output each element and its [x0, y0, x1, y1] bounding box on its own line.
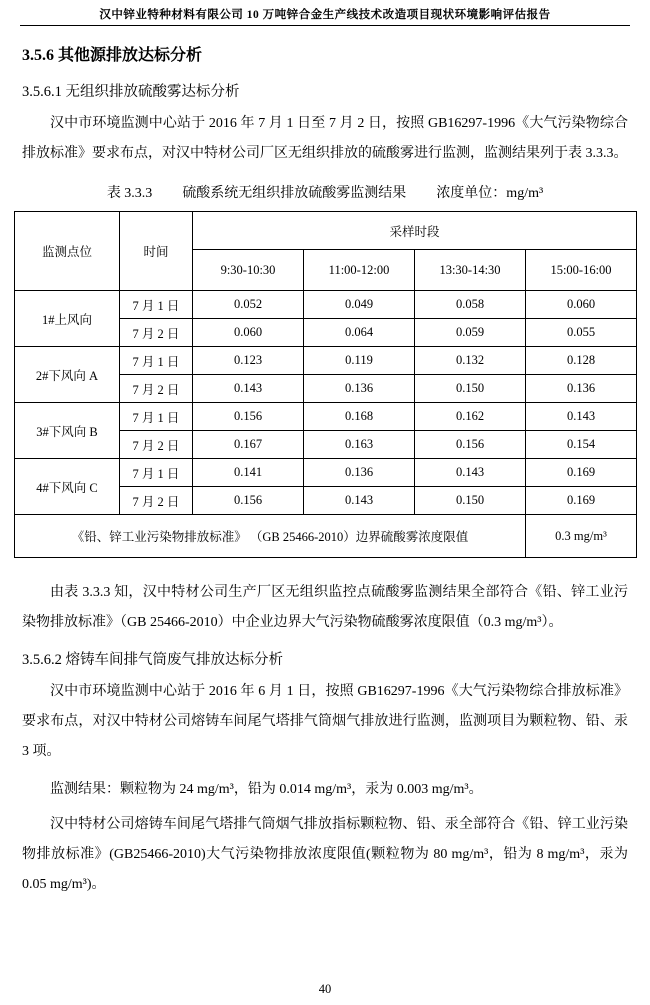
table-row: [15, 459, 637, 487]
cell-date: 7 月 2 日: [120, 319, 193, 347]
cell-value: 0.162: [415, 403, 526, 431]
subsection-heading-3-5-6-1: 3.5.6.1 无组织排放硫酸雾达标分析: [22, 84, 240, 100]
cell-value: 0.059: [415, 319, 526, 347]
cell-value: 0.156: [193, 487, 304, 515]
section-heading-3-5-6: 3.5.6 其他源排放达标分析: [22, 47, 203, 64]
paragraph-sulfuric-mist-intro: 汉中市环境监测中心站于 2016 年 7 月 1 日至 7 月 2 日，按照 GB16297-1996《大气污染物综合排放标准》要求布点，对汉中特材公司厂区无组织排放的硫酸雾进行监测，监测结果列于表 3.3.3。: [22, 116, 628, 161]
table-caption-label: 表 3.3.3: [106, 186, 153, 201]
cell-value: 0.136: [304, 375, 415, 403]
cell-value: 0.064: [304, 319, 415, 347]
cell-point: 3#下风向 B: [15, 403, 120, 459]
cell-value: 0.154: [526, 431, 637, 459]
cell-value: 0.119: [304, 347, 415, 375]
cell-value: 0.136: [304, 459, 415, 487]
cell-value: 0.060: [526, 291, 637, 319]
table-row: [15, 403, 637, 431]
paragraph-conclusion-stack: 汉中特材公司熔铸车间尾气塔排气筒烟气排放指标颗粒物、铅、汞全部符合《铅、锌工业污染物排放标准》(GB25466-2010)大气污染物排放浓度限值(颗粒物为 80 mg/m³，铅为 8 mg/m³，汞为 0.05 mg/m³)。: [22, 817, 628, 892]
header-cell-sampling-period: 采样时段: [193, 212, 637, 250]
header-cell-monitor-point: 监测点位: [15, 212, 120, 291]
header-cell-slot-2: 11:00-12:00: [304, 250, 415, 291]
table-header-row-1: [15, 212, 637, 250]
cell-value: 0.163: [304, 431, 415, 459]
running-header: [20, 0, 630, 26]
cell-value: 0.156: [415, 431, 526, 459]
cell-value: 0.143: [193, 375, 304, 403]
paragraph-monitoring-result: 监测结果：颗粒物为 24 mg/m³，铅为 0.014 mg/m³，汞为 0.003 mg/m³。: [50, 782, 483, 797]
header-cell-slot-3: 13:30-14:30: [415, 250, 526, 291]
header-cell-slot-4: 15:00-16:00: [526, 250, 637, 291]
monitoring-results-table: [14, 211, 637, 558]
cell-value: 0.143: [526, 403, 637, 431]
cell-point: 1#上风向: [15, 291, 120, 347]
cell-value: 0.150: [415, 487, 526, 515]
cell-date: 7 月 2 日: [120, 487, 193, 515]
cell-value: 0.123: [193, 347, 304, 375]
cell-date: 7 月 2 日: [120, 375, 193, 403]
cell-value: 0.169: [526, 459, 637, 487]
table-limit-row: [15, 515, 637, 558]
table-row: [15, 347, 637, 375]
cell-date: 7 月 1 日: [120, 347, 193, 375]
cell-value: 0.156: [193, 403, 304, 431]
table-caption-unit: 浓度单位：mg/m³: [436, 186, 544, 201]
running-header-title: 汉中锌业特种材料有限公司 10 万吨锌合金生产线技术改造项目现状环境影响评估报告: [99, 9, 551, 21]
cell-value: 0.136: [526, 375, 637, 403]
cell-value: 0.060: [193, 319, 304, 347]
cell-value: 0.141: [193, 459, 304, 487]
cell-value: 0.052: [193, 291, 304, 319]
table-row: [15, 291, 637, 319]
table-caption-title: 硫酸系统无组织排放硫酸雾监测结果: [182, 186, 407, 201]
cell-value: 0.169: [526, 487, 637, 515]
cell-value: 0.167: [193, 431, 304, 459]
cell-value: 0.143: [304, 487, 415, 515]
cell-value: 0.128: [526, 347, 637, 375]
cell-value: 0.055: [526, 319, 637, 347]
header-cell-slot-1: 9:30-10:30: [193, 250, 304, 291]
subsection-heading-3-5-6-2: 3.5.6.2 熔铸车间排气筒废气排放达标分析: [22, 652, 283, 668]
paragraph-conclusion-fugitive: 由表 3.3.3 知，汉中特材公司生产厂区无组织监控点硫酸雾监测结果全部符合《铅、锌工业污染物排放标准》（GB 25466-2010）中企业边界大气污染物硫酸雾浓度限值（0.3 mg/m³）。: [22, 585, 628, 630]
cell-value: 0.150: [415, 375, 526, 403]
cell-date: 7 月 1 日: [120, 459, 193, 487]
cell-date: 7 月 1 日: [120, 403, 193, 431]
cell-value: 0.049: [304, 291, 415, 319]
cell-limit-value: 0.3 mg/m³: [526, 515, 637, 558]
cell-value: 0.058: [415, 291, 526, 319]
cell-point: 2#下风向 A: [15, 347, 120, 403]
cell-value: 0.132: [415, 347, 526, 375]
cell-limit-label: 《铅、锌工业污染物排放标准》 （GB 25466-2010）边界硫酸雾浓度限值: [15, 515, 526, 558]
cell-value: 0.143: [415, 459, 526, 487]
cell-point: 4#下风向 C: [15, 459, 120, 515]
cell-date: 7 月 1 日: [120, 291, 193, 319]
page-number: 40: [318, 982, 332, 996]
cell-value: 0.168: [304, 403, 415, 431]
paragraph-stack-intro: 汉中市环境监测中心站于 2016 年 6 月 1 日，按照 GB16297-1996《大气污染物综合排放标准》要求布点，对汉中特材公司熔铸车间尾气塔排气筒烟气排放进行监测，监测项目为颗粒物、铅、汞 3 项。: [22, 684, 628, 759]
table-caption: [40, 182, 610, 202]
header-cell-time: 时间: [120, 212, 193, 291]
cell-date: 7 月 2 日: [120, 431, 193, 459]
